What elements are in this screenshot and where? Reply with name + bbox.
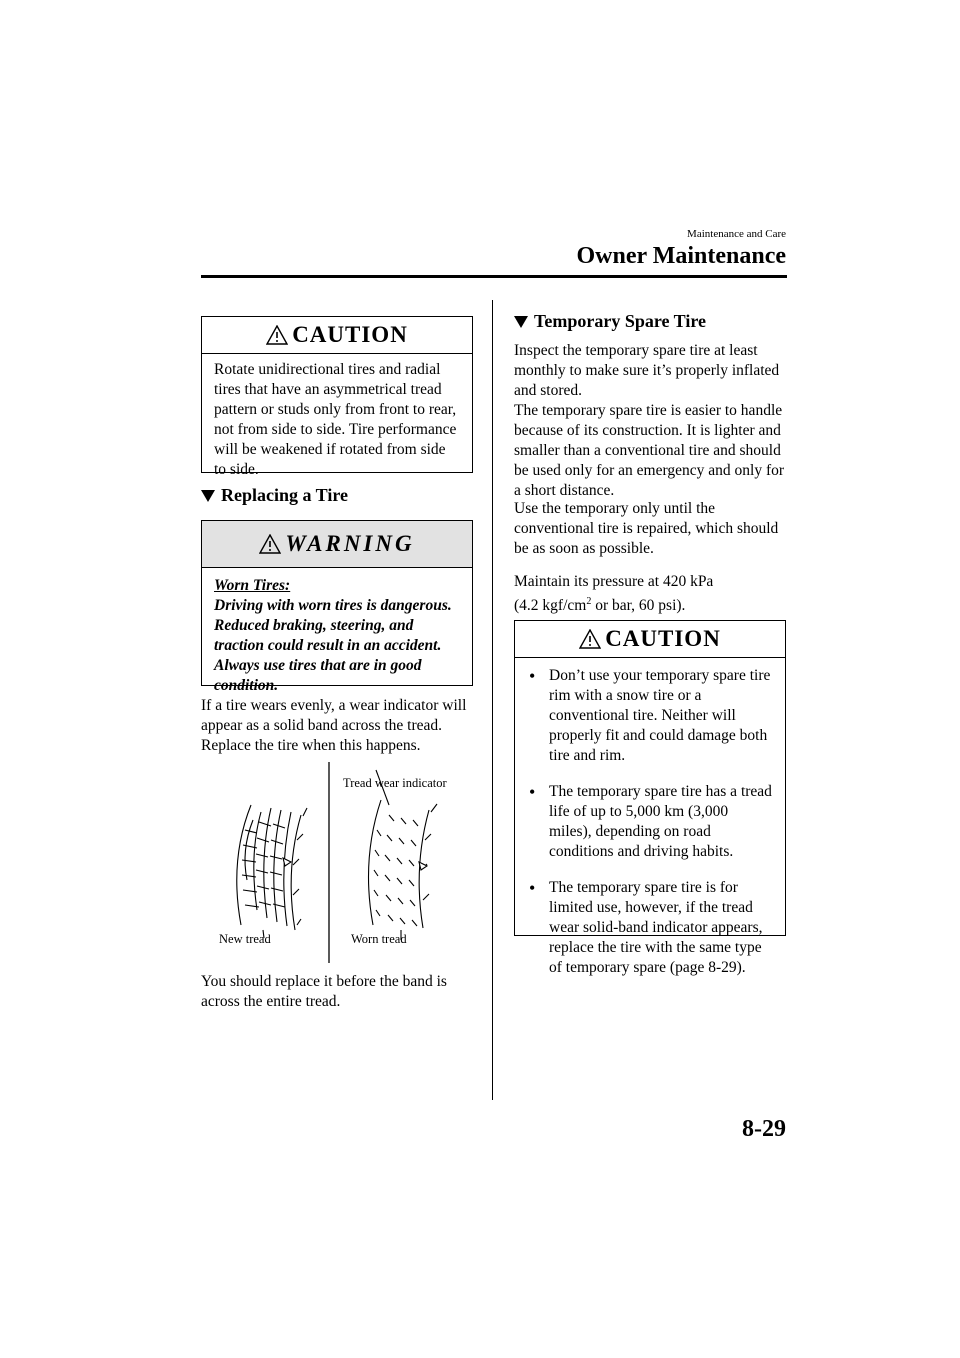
caution-box-rotation	[201, 316, 473, 478]
header-rule	[201, 275, 787, 278]
page-title: Owner Maintenance	[576, 243, 786, 269]
warning-box-worn-tires	[201, 520, 473, 694]
heading-temporary-spare-tire: Temporary Spare Tire	[514, 311, 706, 332]
tread-wear-indicator-label: Tread wear indicator	[343, 776, 447, 790]
caution-header	[515, 621, 785, 658]
new-tread-label: New tread	[219, 932, 271, 946]
tread-wear-figure	[201, 760, 476, 965]
warning-triangle-icon	[266, 325, 288, 345]
caution-text: Rotate unidirectional tires and radial tires that have an asymmetrical tread pattern or studs only from front to rear, not from side to side. Tire performance will be weakened if rotated from side to side.	[214, 361, 457, 478]
wear-indicator-paragraph: If a tire wears evenly, a wear indicator will appear as a solid band across the tread. Replace the tire when this happens.	[201, 697, 467, 754]
column-divider	[492, 300, 493, 1100]
caution-bullet: • The temporary spare tire has a tread life of up to 5,000 km (3,000 miles), depending on road conditions and driving habits.	[525, 782, 773, 862]
worn-tread-label: Worn tread	[351, 932, 407, 946]
warning-title: WARNING	[259, 521, 414, 567]
caution-title: CAUTION	[579, 621, 721, 657]
warning-triangle-icon	[259, 534, 281, 554]
caution-box-spare	[514, 620, 786, 976]
page-number: 8-29	[742, 1116, 786, 1142]
warning-triangle-icon	[579, 629, 601, 649]
caution-bullet: • The temporary spare tire is for limited use, however, if the tread wear solid-band indicator appears, replace the tire with the same type of temporary spare (page 8-29).	[525, 878, 773, 978]
spare-use-paragraph: Use the temporary only until the conventional tire is repaired, which should be as soon as possible.	[514, 500, 779, 557]
spare-pressure-paragraph: Maintain its pressure at 420 kPa (4.2 kgf/$cm^2$ or bar, 60 psi).	[514, 573, 714, 615]
spare-intro-paragraph: Inspect the temporary spare tire at least monthly to make sure it’s properly inflated and stored. The temporary spare tire is easier to handle because of its construction. It is lighter and smaller than a conventional tire and should be used only for an emergency and only for a short distance.	[514, 342, 785, 499]
warning-header	[202, 521, 472, 568]
warning-subtitle: Worn Tires:	[214, 577, 291, 594]
caution-title: CAUTION	[266, 317, 408, 353]
caution-bullet-list	[525, 666, 773, 978]
triangle-down-icon	[201, 490, 215, 502]
warning-text: Driving with worn tires is dangerous. Reduced braking, steering, and traction could result in an accident. Always use tires that are in good condition.	[214, 597, 452, 694]
triangle-down-icon	[514, 316, 528, 328]
heading-replacing-tire: Replacing a Tire	[201, 485, 348, 506]
caution-header	[202, 317, 472, 354]
caution-bullet: • Don’t use your temporary spare tire rim with a snow tire or a conventional tire. Neither will properly fit and could damage both tire and rim.	[525, 666, 773, 766]
replace-before-paragraph: You should replace it before the band is across the entire tread.	[201, 973, 447, 1010]
section-label: Maintenance and Care	[687, 228, 786, 240]
